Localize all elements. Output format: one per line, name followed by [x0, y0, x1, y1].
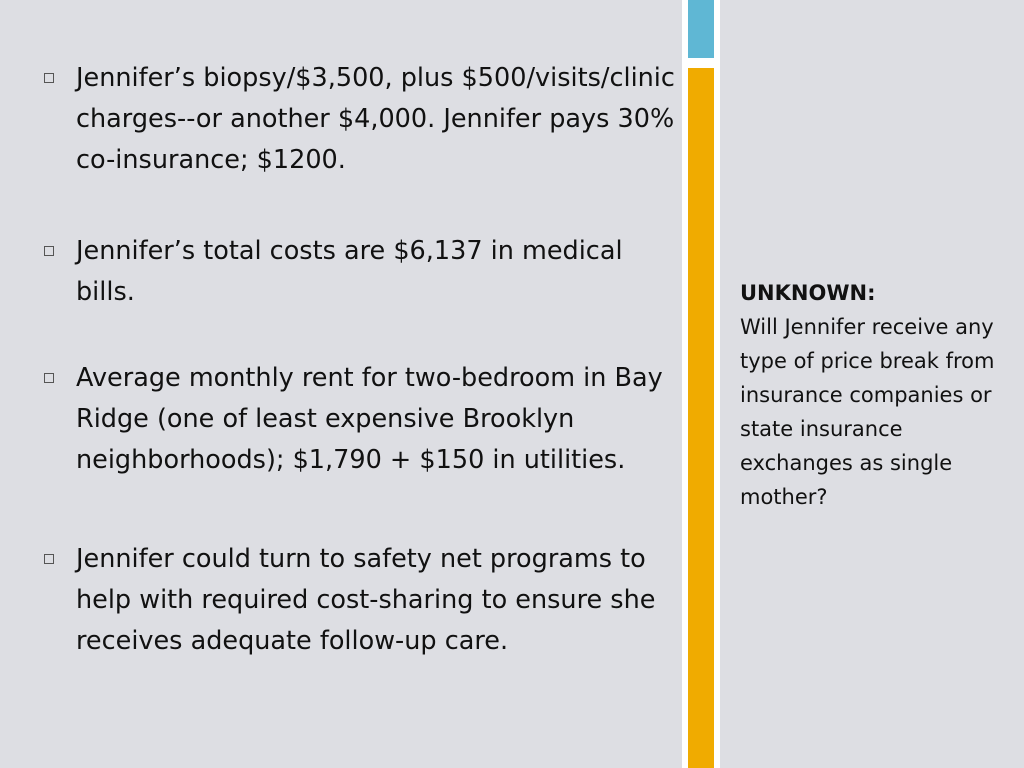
square-bullet-icon — [44, 246, 54, 256]
side-note-heading: UNKNOWN: — [740, 281, 876, 305]
side-note — [740, 276, 1010, 514]
bullet-text: Average monthly rent for two-bedroom in Bay Ridge (one of least expensive Brooklyn neighborhoods); $1,790 + $150 in utilities. — [76, 363, 663, 475]
divider-blue-bar — [688, 0, 714, 58]
bullet-item — [40, 358, 680, 481]
divider-orange-bar — [688, 68, 714, 768]
side-note-body: Will Jennifer receive any type of price break from insurance companies or state insurance exchanges as single mother? — [740, 315, 995, 509]
divider-gap — [688, 58, 714, 68]
square-bullet-icon — [44, 554, 54, 564]
bullet-item — [40, 231, 680, 313]
bullet-list — [40, 58, 680, 712]
bullet-item — [40, 539, 680, 662]
square-bullet-icon — [44, 373, 54, 383]
bullet-text: Jennifer’s total costs are $6,137 in medical bills. — [76, 236, 623, 307]
bullet-item — [40, 58, 680, 181]
bullet-text: Jennifer could turn to safety net programs to help with required cost-sharing to ensure she receives adequate follow-up care. — [76, 544, 656, 656]
bullet-text: Jennifer’s biopsy/$3,500, plus $500/visits/clinic charges--or another $4,000. Jennifer pays 30% co-insurance; $1200. — [76, 63, 675, 175]
square-bullet-icon — [44, 73, 54, 83]
divider-white-stripe-right — [714, 0, 720, 768]
